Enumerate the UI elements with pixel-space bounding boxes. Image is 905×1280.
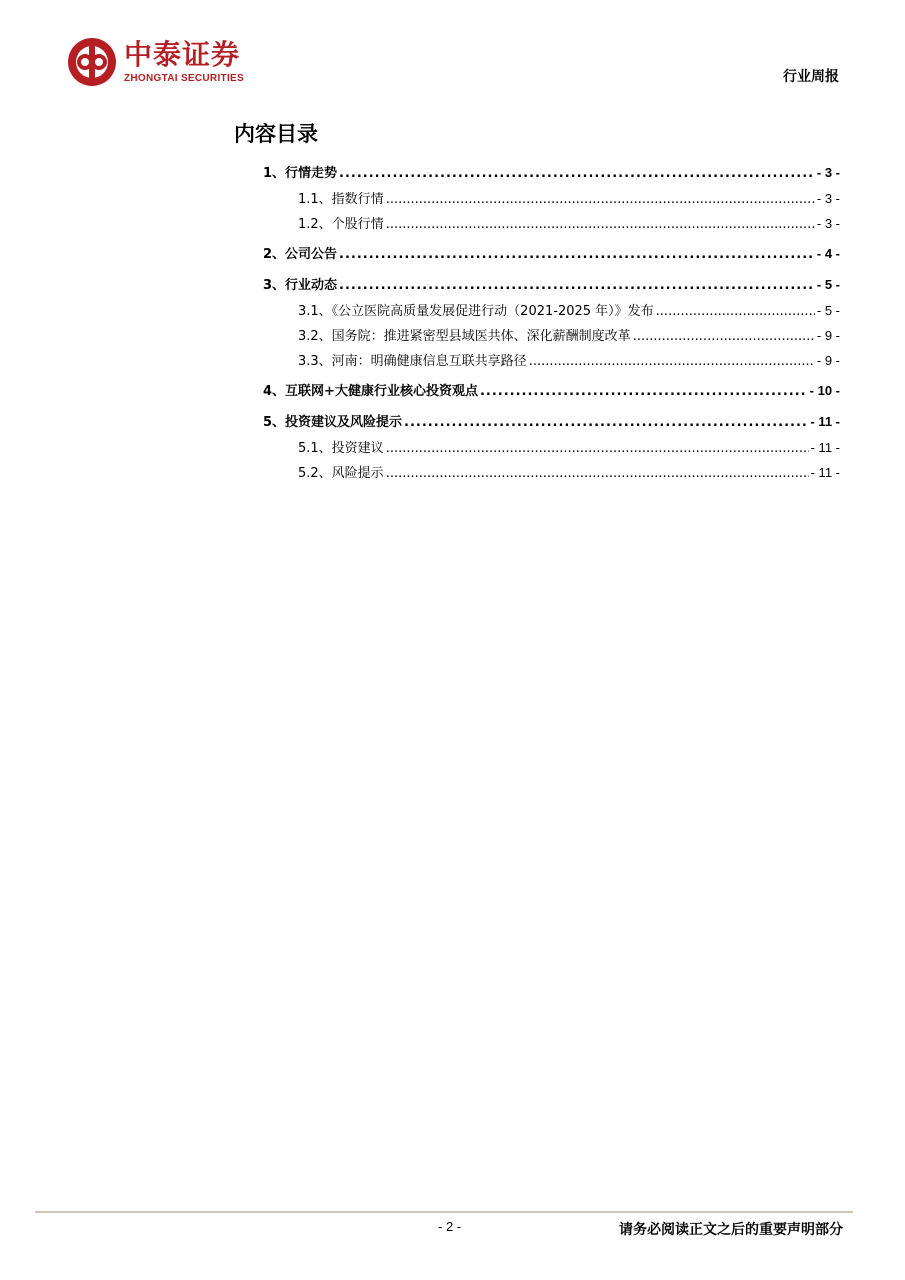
toc-entry-label: 1.2、个股行情	[298, 217, 384, 232]
toc-leader-dots	[404, 415, 808, 430]
toc-entry-page: - 3 -	[816, 216, 840, 231]
footer-divider	[35, 1211, 853, 1213]
toc-entry-label: 1.1、指数行情	[298, 192, 384, 207]
table-of-contents	[263, 162, 840, 487]
report-type-label: 行业周报	[783, 69, 839, 85]
toc-leader-dots	[339, 278, 815, 293]
toc-leader-dots	[633, 329, 815, 344]
toc-entry-5-2[interactable]	[263, 462, 840, 487]
toc-entry-label: 3.3、河南：明确健康信息互联共享路径	[298, 354, 527, 369]
toc-entry-3[interactable]	[263, 274, 840, 300]
toc-entry-page: - 3 -	[816, 191, 840, 206]
toc-entry-page: - 9 -	[816, 353, 840, 368]
toc-leader-dots	[529, 354, 815, 369]
toc-leader-dots	[386, 217, 815, 232]
toc-entry-1[interactable]	[263, 162, 840, 188]
toc-entry-1-2[interactable]	[263, 213, 840, 238]
toc-leader-dots	[386, 441, 809, 456]
toc-entry-page: - 11 -	[810, 414, 840, 429]
toc-entry-page: - 5 -	[816, 277, 840, 292]
toc-leader-dots	[339, 166, 815, 181]
toc-entry-label: 5.2、风险提示	[298, 466, 384, 481]
zhongtai-logo-icon	[66, 36, 118, 88]
toc-entry-label: 4、互联网+大健康行业核心投资观点	[263, 384, 478, 399]
toc-entry-page: - 11 -	[810, 440, 840, 455]
toc-leader-dots	[386, 466, 809, 481]
toc-entry-page: - 9 -	[816, 328, 840, 343]
toc-leader-dots	[386, 192, 815, 207]
toc-entry-3-1[interactable]	[263, 300, 840, 325]
toc-entry-3-2[interactable]	[263, 325, 840, 350]
footer-disclaimer: 请务必阅读正文之后的重要声明部分	[619, 1222, 843, 1238]
toc-entry-5-1[interactable]	[263, 437, 840, 462]
toc-leader-dots	[339, 247, 815, 262]
toc-entry-page: - 3 -	[816, 165, 840, 180]
toc-entry-label: 2、公司公告	[263, 247, 338, 262]
toc-entry-4[interactable]	[263, 380, 840, 406]
toc-entry-label: 3.2、国务院：推进紧密型县域医共体、深化薪酬制度改革	[298, 329, 631, 344]
toc-entry-1-1[interactable]	[263, 188, 840, 213]
toc-entry-page: - 5 -	[816, 303, 840, 318]
toc-title: 内容目录	[234, 121, 318, 146]
toc-entry-page: - 4 -	[816, 246, 840, 261]
toc-entry-page: - 10 -	[809, 383, 840, 398]
logo-chinese-name: 中泰证券	[124, 38, 241, 71]
toc-entry-label: 3.1、《公立医院高质量发展促进行动（2021-2025 年）》发布	[298, 304, 654, 319]
toc-leader-dots	[656, 304, 815, 319]
page-number: - 2 -	[438, 1219, 462, 1234]
toc-leader-dots	[480, 384, 808, 399]
toc-entry-label: 1、行情走势	[263, 166, 338, 181]
logo-english-name: ZHONGTAI SECURITIES	[124, 73, 244, 84]
toc-entry-label: 3、行业动态	[263, 278, 338, 293]
toc-entry-3-3[interactable]	[263, 350, 840, 375]
toc-entry-label: 5.1、投资建议	[298, 441, 384, 456]
toc-entry-2[interactable]	[263, 243, 840, 269]
company-logo	[66, 36, 244, 88]
toc-entry-5[interactable]	[263, 411, 840, 437]
toc-entry-page: - 11 -	[810, 465, 840, 480]
toc-entry-label: 5、投资建议及风险提示	[263, 415, 403, 430]
